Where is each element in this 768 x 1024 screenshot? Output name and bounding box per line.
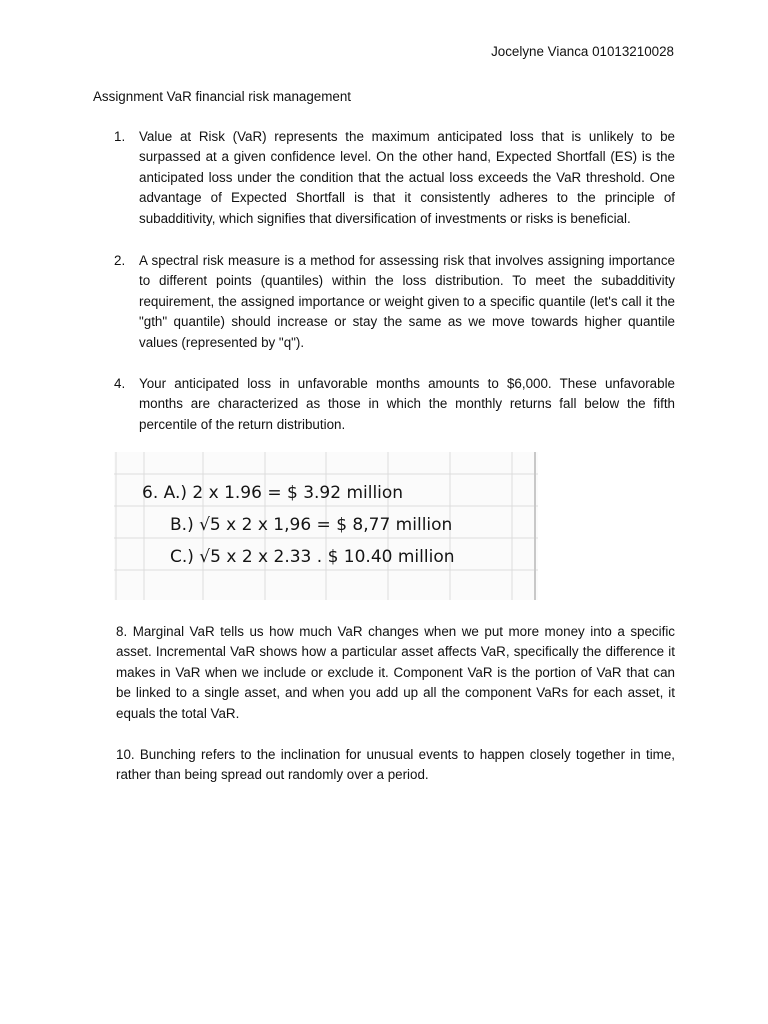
handwritten-line-b: B.) √5 x 2 x 1,96 = $ 8,77 million [170,515,453,535]
answer-paragraph-10 [116,745,675,786]
document-title: Assignment VaR financial risk management [93,89,352,104]
answer-item-1 [116,127,675,229]
handwritten-line-c: C.) √5 x 2 x 2.33 . $ 10.40 million [170,547,455,567]
item-number: 4. [114,376,126,391]
handwritten-line-a: 6. A.) 2 x 1.96 = $ 3.92 million [142,483,404,503]
item-text: Value at Risk (VaR) represents the maximum anticipated loss that is unlikely to be surpassed at a given confidence level. On the other hand, Expected Shortfall (ES) is the anticipated loss under the condition that the actual loss exceeds the VaR threshold. One advantage of Expected Shortfall is that it consistently adheres to the principle of subadditivity, which signifies that diversification of investments or risks is beneficial. [139,129,675,226]
item-text: Your anticipated loss in unfavorable months amounts to $6,000. These unfavorable months are characterized as those in which the monthly returns fall below the fifth percentile of the return distribution. [139,376,675,432]
handwritten-calculation-image [114,452,538,600]
paragraph-text: 10. Bunching refers to the inclination for unusual events to happen closely together in time, rather than being spread out randomly over a period. [116,747,675,783]
paragraph-text: 8. Marginal VaR tells us how much VaR changes when we put more money into a specific asset. Incremental VaR shows how a particular asset affects VaR, specifically the difference it makes in VaR when we include or exclude it. Component VaR is the portion of VaR that can be linked to a single asset, and when you add up all the component VaRs for each asset, it equals the total VaR. [116,624,675,721]
item-text: A spectral risk measure is a method for assessing risk that involves assigning importance to different points (quantiles) within the loss distribution. To meet the subadditivity requirement, the assigned importance or weight given to a specific quantile (let's call it the "gth" quantile) should increase or stay the same as we move towards higher quantile values (represented by "q"). [139,253,675,350]
answer-paragraph-8 [116,622,675,724]
answer-item-2 [116,251,675,353]
item-number: 1. [114,129,126,144]
answer-item-4 [116,374,675,435]
author-line: Jocelyne Vianca 01013210028 [491,44,674,59]
item-number: 2. [114,253,126,268]
grid-paper [114,452,538,600]
